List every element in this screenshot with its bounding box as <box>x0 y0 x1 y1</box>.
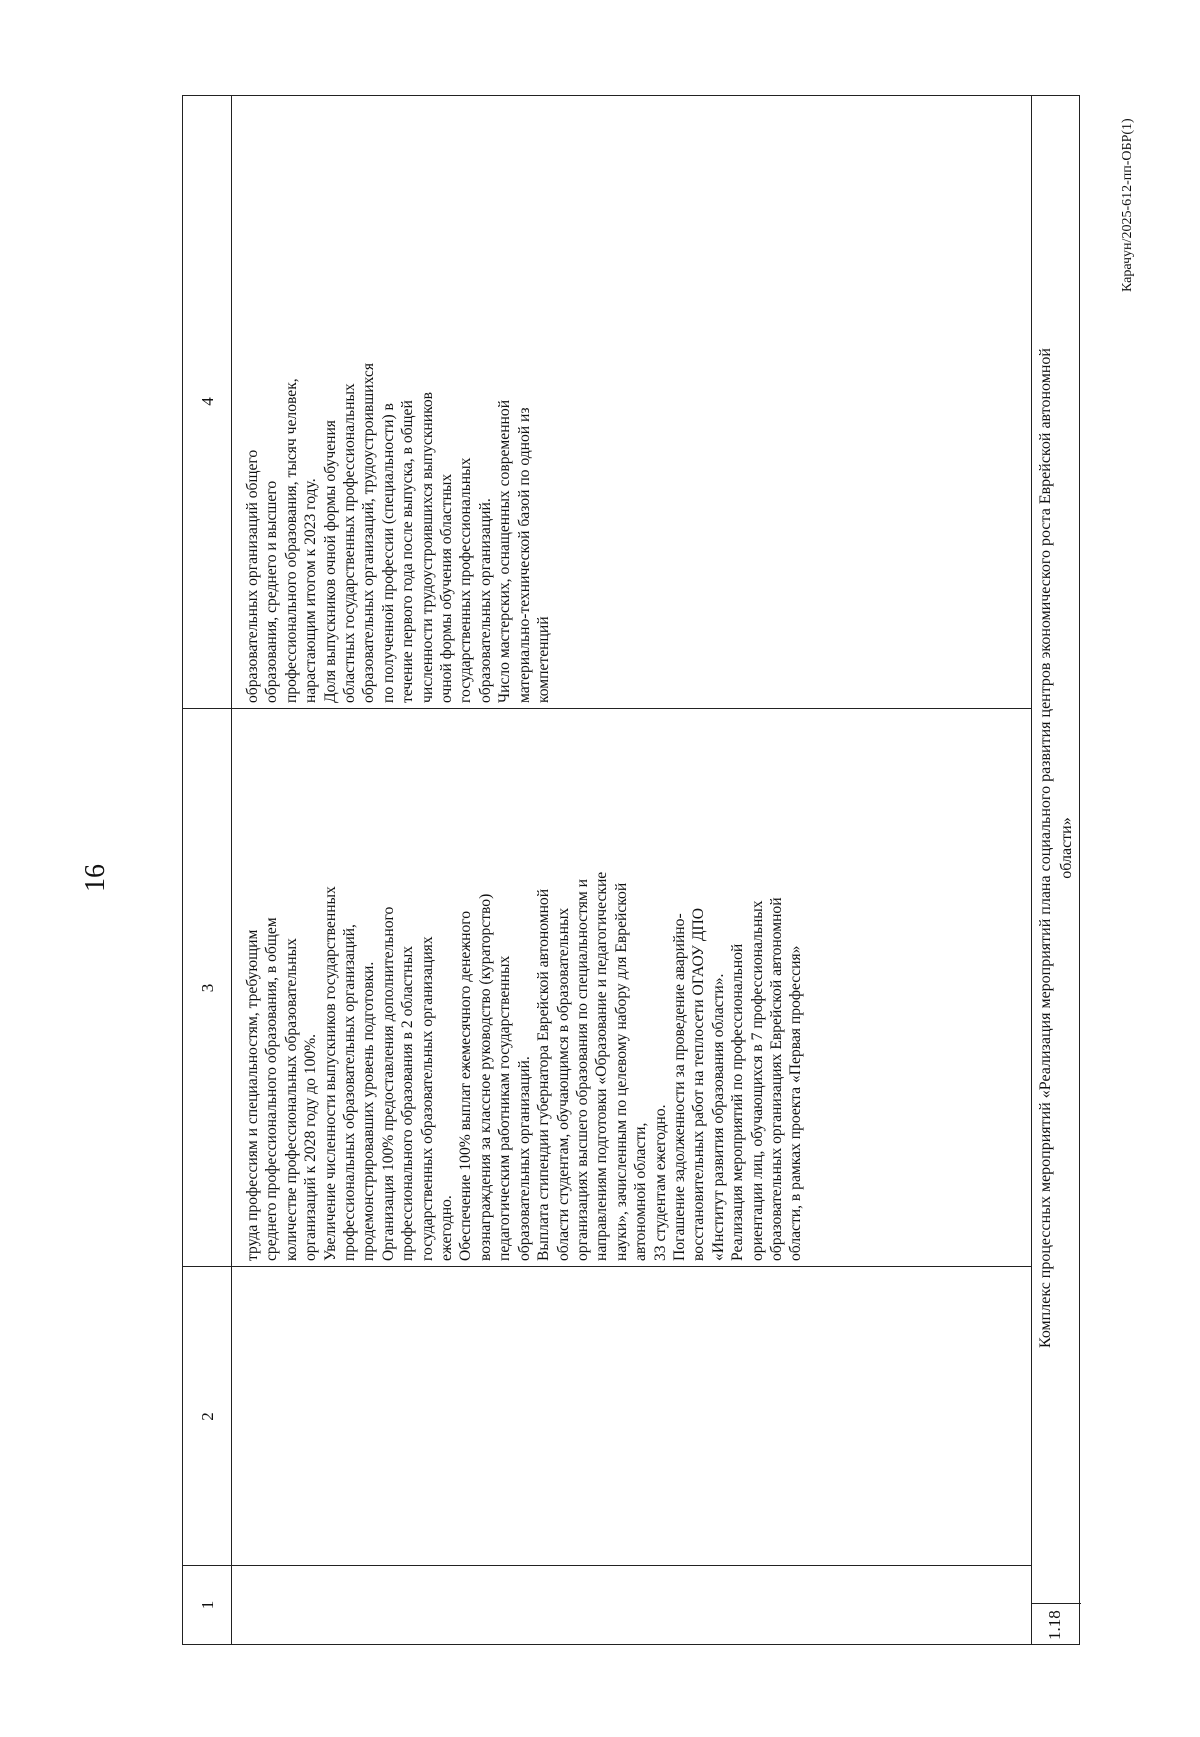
col3-line: профессиональных образовательных организаций, <box>341 924 359 1261</box>
col3-line: профессионального образования в 2 областных <box>399 946 417 1261</box>
col3-line: Выплата стипендии губернатора Еврейской автономной <box>535 888 553 1261</box>
col3-line: Реализация мероприятий по профессиональной <box>729 943 747 1261</box>
col4-line: образовательных организаций, трудоустроившихся <box>360 362 378 703</box>
section-title-line: области» <box>1058 817 1075 879</box>
col3-line: восстановительных работ на теплосети ОГАОУ ДПО <box>690 907 708 1261</box>
col3-line: ориентации лиц, обучающихся в 7 профессиональных <box>748 900 766 1261</box>
col3-line: области студентам, обучающимся в образовательных <box>554 907 572 1261</box>
col3-line: науки», зачисленным по целевому набору для Еврейской <box>612 882 630 1261</box>
col4-line: течение первого года после выпуска, в общей <box>399 400 417 703</box>
column-divider <box>183 708 1031 709</box>
col4-line: по полученной профессии (специальности) в <box>379 403 397 703</box>
row-divider <box>1031 96 1032 1644</box>
col3-line: автономной области, <box>632 1122 650 1261</box>
col3-line: направлениям подготовки «Образование и педагогические <box>593 871 611 1261</box>
col3-line: 33 студентам ежегодно. <box>651 1104 669 1261</box>
col3-line: образовательных организациях Еврейской автономной <box>767 897 785 1261</box>
section-title-line: Комплекс процессных мероприятий «Реализация мероприятий плана социального развития центров экономического роста Еврейской автономной <box>1037 348 1054 1349</box>
column-header-3: 3 <box>198 983 217 993</box>
column-header-1: 1 <box>198 1600 217 1610</box>
col3-line: Увеличение численности выпускников государственных <box>321 886 339 1261</box>
col3-line: Обеспечение 100% выплат ежемесячного денежного <box>457 910 475 1261</box>
col3-line: вознаграждения за классное руководство (кураторство) <box>476 893 494 1261</box>
col4-line: Доля выпускников очной формы обучения <box>321 420 339 703</box>
col4-line: государственных профессиональных <box>457 457 475 703</box>
col3-line: организаций к 2028 году до 100%. <box>302 1033 320 1261</box>
col3-line: образовательных организаций. <box>515 1056 533 1261</box>
column-divider <box>1031 1603 1081 1604</box>
col3-line: Организация 100% предоставления дополнительного <box>379 906 397 1261</box>
col3-line: «Институт развития образования области». <box>709 973 727 1261</box>
col4-line: численности трудоустроившихся выпускников <box>418 391 436 703</box>
cell-col4-indicators <box>243 97 554 703</box>
col3-line: государственных образовательных организациях <box>418 936 436 1261</box>
document-table <box>182 95 1080 1645</box>
page-number: 16 <box>80 864 111 892</box>
col4-line: образования, среднего и высшего <box>263 480 281 703</box>
col4-line: образовательных организаций. <box>476 498 494 703</box>
col4-line: материально-технической базой по одной из <box>515 407 533 703</box>
footer-document-code: Карачун/2025-612-пп-ОБР(1) <box>1120 118 1135 292</box>
col3-line: труда профессиям и специальностям, требующим <box>244 929 261 1261</box>
column-divider <box>183 1266 1031 1267</box>
col3-line: ежегодно. <box>438 1195 456 1261</box>
col3-line: среднего профессионального образования, в общем <box>263 917 281 1261</box>
column-divider <box>183 1565 1031 1566</box>
col3-line: Погашение задолженности за проведение аварийно- <box>670 913 688 1261</box>
col3-line: продемонстрировавших уровень подготовки. <box>360 961 378 1261</box>
row-number-1-18: 1.18 <box>1045 1610 1064 1640</box>
section-title-1-18 <box>1035 98 1077 1598</box>
col3-line: организациях высшего образования по специальностям и <box>573 878 591 1261</box>
col3-line: количестве профессиональных образовательных <box>282 938 300 1261</box>
col3-line: области, в рамках проекта «Первая профессия» <box>787 945 805 1261</box>
col4-line: очной формы обучения областных <box>438 473 456 703</box>
column-header-4: 4 <box>198 397 217 406</box>
col4-line: образовательных организаций общего <box>244 449 261 703</box>
col3-line: педагогическим работникам государственных <box>496 955 514 1261</box>
cell-col3-measures <box>243 713 806 1261</box>
col4-line: нарастающим итогом к 2023 году. <box>302 478 320 703</box>
col4-line: компетенций <box>535 616 553 703</box>
col4-line: Число мастерских, оснащенных современной <box>496 399 514 703</box>
col4-line: областных государственных профессиональных <box>341 383 359 703</box>
col4-line: профессионального образования, тысяч человек, <box>282 378 300 703</box>
column-header-2: 2 <box>198 1412 217 1421</box>
